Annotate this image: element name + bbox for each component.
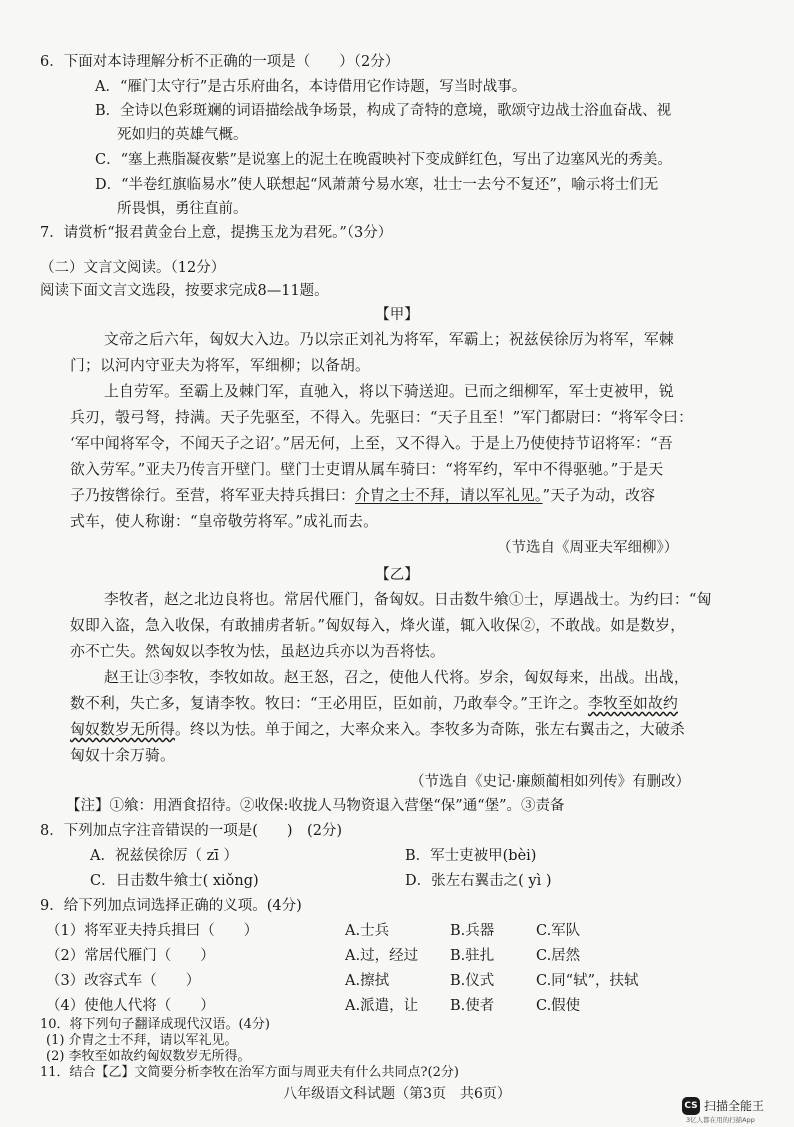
yi-line-7: 匈奴十余万骑。 <box>70 747 175 764</box>
jia-line-5: ‘军中闻将军令，不闻天子之诏’。”居无何，上至，又不得入。于是上乃使使持节诏将军：“吾 <box>70 435 673 452</box>
q9-row-1-item: （1）将军亚夫持兵揖曰（ ） <box>46 923 259 939</box>
q8-option-a: A．祝兹侯徐厉（ zī ） <box>90 848 238 864</box>
q6-option-d-line2: 所畏惧，勇往直前。 <box>117 201 248 217</box>
q9-row-2-b: B.驻扎 <box>450 948 495 964</box>
q10-sentence-1: (1) 介胄之士不拜，请以军礼见。 <box>46 1033 238 1048</box>
q9-row-2-item: （2）常居代雁门（ ） <box>46 948 215 964</box>
jia-line-7-start: 子乃按辔徐行。至营，将军亚夫持兵揖曰： <box>70 487 355 504</box>
jia-line-1: 文帝之后六年，匈奴大入边。乃以宗正刘礼为将军，军霸上；祝兹侯徐厉为将军，军棘 <box>104 331 674 348</box>
yi-line-2: 奴即入盗，急入收保，有敢捕虏者斩。”匈奴每入，烽火谨，辄入收保②，不敢战。如是数岁， <box>70 617 686 634</box>
yi-notes: 【注】①飨：用酒食招待。②收保:收拢人马物资退入营堡“保”通“堡”。③责备 <box>66 798 565 814</box>
q9-row-4-item: （4）使他人代将（ ） <box>46 998 215 1014</box>
page-footer: 八年级语文科试题（第3页 共6页） <box>283 1086 511 1102</box>
section-heading: （二）文言文阅读。（12分） <box>40 260 226 276</box>
passage-yi-title: 【乙】 <box>375 567 419 583</box>
jia-line-8: 式车，使人称谢：“皇帝敬劳将军。”成礼而去。 <box>70 513 379 530</box>
q9-row-3-a: A.擦拭 <box>345 973 390 989</box>
jia-line-6: 欲入劳军。”亚夫乃传言开壁门。壁门士吏谓从属车骑曰：“将军约，军中不得驱驰。”于是天 <box>70 461 664 478</box>
passage-jia-title: 【甲】 <box>375 307 419 323</box>
scanner-tagline: 3亿人都在用的扫描App <box>686 1116 755 1124</box>
yi-line-6-end: 。终以为怯。单于闻之，大率众来入。李牧多为奇陈，张左右翼击之，大破杀 <box>174 721 685 738</box>
yi-underlined-sentence-part2: 匈奴数岁无所得 <box>70 721 175 738</box>
q6-option-a: A．“雁门太守行”是古乐府曲名，本诗借用它作诗题，写当时战事。 <box>95 79 527 95</box>
jia-line-7-end: ”天子为动，改容 <box>542 487 656 504</box>
q7-stem: 7．请赏析“报君黄金台上意，提携玉龙为君死。”（3分） <box>40 225 393 241</box>
scanner-logo-icon: CS <box>682 1097 700 1115</box>
q6-stem: 6．下面对本诗理解分析不正确的一项是（ ）（2分） <box>40 54 400 70</box>
q9-row-1-b: B.兵器 <box>450 923 495 939</box>
scanner-app-name: 扫描全能王 <box>704 1099 765 1113</box>
section-instruction: 阅读下面文言文选段，按要求完成8—11题。 <box>40 283 329 299</box>
yi-underlined-sentence-part1: 李牧至如故约 <box>588 695 679 712</box>
q9-row-3-b: B.仪式 <box>450 973 495 989</box>
q9-row-4-c: C.假使 <box>536 998 581 1014</box>
q10-sentence-2: (2) 李牧至如故约匈奴数岁无所得。 <box>46 1049 251 1064</box>
q9-row-3-c: C.同“轼”，扶轼 <box>536 973 639 989</box>
jia-source: （节选自《周亚夫军细柳》） <box>497 540 679 556</box>
q8-option-c: C．日击数牛飨士( xiǒng) <box>90 873 259 889</box>
yi-line-6 <box>70 720 685 740</box>
q9-row-3-item: （3）改容式车（ ） <box>46 973 201 989</box>
q9-row-4-b: B.使者 <box>450 998 495 1014</box>
yi-line-3: 亦不亡失。然匈奴以李牧为怯，虽赵边兵亦以为吾将怯。 <box>70 643 445 660</box>
q9-row-4-a: A.派遣，让 <box>345 998 419 1014</box>
yi-source: （节选自《史记·廉颇蔺相如列传》有删改） <box>410 774 691 790</box>
jia-underlined-sentence: 介胄之士不拜，请以军礼见。 <box>354 487 543 504</box>
q6-option-b-line1: B．全诗以色彩斑斓的词语描绘战争场景，构成了奇特的意境，歌颂守边战士浴血奋战、视 <box>95 103 672 119</box>
yi-line-1: 李牧者，赵之北边良将也。常居代雁门，备匈奴。日击数牛飨①士，厚遇战士。为约曰：“匈 <box>104 591 712 608</box>
yi-line-5-start: 数不利，失亡多，复请李牧。牧曰：“王必用臣，臣如前，乃敢奉令。”王许之。 <box>70 695 589 712</box>
q9-stem: 9．给下列加点词选择正确的义项。(4分) <box>40 898 302 914</box>
q6-option-b-line2: 死如归的英雄气概。 <box>117 127 248 143</box>
jia-line-3: 上自劳军。至霸上及棘门军，直驰入，将以下骑送迎。已而之细柳军，军士吏被甲，锐 <box>104 383 674 400</box>
q9-row-2-c: C.居然 <box>536 948 581 964</box>
jia-line-7 <box>70 486 655 506</box>
yi-line-5 <box>70 694 678 714</box>
yi-line-4: 赵王让③李牧，李牧如故。赵王怒，召之，使他人代将。岁余，匈奴每来，出战。出战， <box>104 669 689 686</box>
q11-stem: 11．结合【乙】文简要分析李牧在治军方面与周亚夫有什么共同点?(2分) <box>40 1065 459 1080</box>
q10-stem: 10．将下列句子翻译成现代汉语。(4分) <box>40 1017 270 1032</box>
jia-line-2: 门；以河内守亚夫为将军，军细柳；以备胡。 <box>70 357 370 374</box>
jia-line-4: 兵刃，彀弓弩，持满。天子先驱至，不得入。先驱曰：“天子且至！”军门都尉曰：“将军令曰： <box>70 409 694 426</box>
q6-option-d-line1: D．“半卷红旗临易水”使人联想起“风萧萧兮易水寒，壮士一去兮不复还”，喻示将士们无 <box>95 177 659 193</box>
q9-row-1-c: C.军队 <box>536 923 581 939</box>
q8-option-d: D．张左右翼击之( yì ) <box>405 873 552 889</box>
q9-row-1-a: A.士兵 <box>345 923 390 939</box>
q9-row-2-a: A.过，经过 <box>345 948 419 964</box>
q8-stem: 8．下列加点字注音错误的一项是( ) (2分) <box>40 823 343 839</box>
q6-option-c: C．“塞上燕脂凝夜紫”是说塞上的泥土在晚霞映衬下变成鲜红色，写出了边塞风光的秀美。 <box>95 152 672 168</box>
q8-option-b: B．军士吏被甲(bèi) <box>405 848 537 864</box>
